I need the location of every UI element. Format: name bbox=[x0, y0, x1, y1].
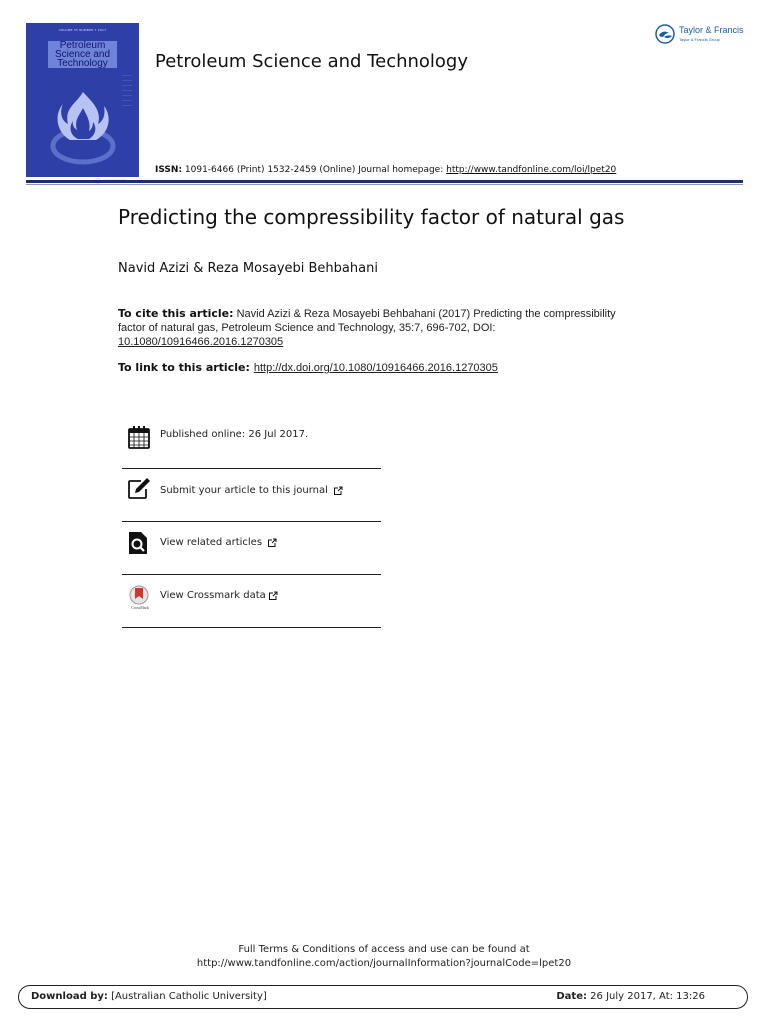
journal-homepage-link[interactable]: http://www.tandfonline.com/loi/lpet20 bbox=[446, 165, 617, 175]
publisher-brand: Taylor & Francis bbox=[679, 25, 744, 35]
related-articles-link[interactable] bbox=[160, 537, 277, 548]
submit-article-label: Submit your article to this journal bbox=[160, 485, 328, 496]
issn-text: 1091-6466 (Print) 1532-2459 (Online) Journal homepage: bbox=[182, 165, 447, 175]
article-doi-link[interactable]: http://dx.doi.org/10.1080/10916466.2016.1270305 bbox=[253, 362, 498, 374]
journal-title: Petroleum Science and Technology bbox=[155, 51, 469, 72]
published-online-date: Published online: 26 Jul 2017. bbox=[160, 429, 309, 440]
issn-line bbox=[155, 165, 616, 175]
download-info-bar bbox=[18, 985, 748, 1009]
header-divider-thin bbox=[26, 184, 743, 185]
cover-topline: VOLUME 35 NUMBER 7 2017 bbox=[58, 28, 107, 32]
crossmark-link[interactable] bbox=[160, 590, 278, 601]
edit-pencil-icon bbox=[127, 477, 151, 501]
item-divider bbox=[122, 627, 381, 628]
download-date-value: 26 July 2017, At: 13:26 bbox=[586, 991, 705, 1002]
download-date-label: Date: bbox=[556, 991, 587, 1002]
terms-line: Full Terms & Conditions of access and use can be found at bbox=[238, 944, 530, 955]
download-by-value: [Australian Catholic University] bbox=[107, 991, 267, 1002]
crossmark-badge-text: CrossMark bbox=[131, 605, 149, 610]
citation-block bbox=[118, 307, 638, 349]
document-search-icon bbox=[127, 531, 151, 555]
terms-link[interactable]: http://www.tandfonline.com/action/journalInformation?journalCode=lpet20 bbox=[196, 958, 572, 969]
cover-title-line: Petroleum bbox=[59, 40, 106, 51]
external-link-icon bbox=[267, 538, 277, 548]
issn-label: ISSN: bbox=[155, 165, 183, 175]
calendar-icon bbox=[127, 425, 151, 449]
terms-and-conditions bbox=[0, 943, 768, 971]
download-by bbox=[31, 991, 267, 1002]
publisher-subtitle: Taylor & Francis Group bbox=[679, 37, 720, 42]
cover-contents: .......... .......... .......... .......... .......... .......... .......... bbox=[122, 73, 132, 107]
citation-label: To cite this article: bbox=[118, 307, 234, 320]
article-title: Predicting the compressibility factor of natural gas bbox=[118, 205, 625, 229]
citation-text: Navid Azizi & Reza Mosayebi Behbahani (2017) Predicting the compressibility factor of natural gas, Petroleum Science and Technology, 35:7, 696-702, DOI: bbox=[118, 308, 616, 334]
item-divider bbox=[122, 468, 381, 469]
item-divider bbox=[122, 574, 381, 575]
download-by-label: Download by: bbox=[31, 991, 108, 1002]
flame-emblem-icon bbox=[46, 80, 122, 166]
external-link-icon bbox=[268, 591, 278, 601]
header-divider bbox=[26, 180, 743, 183]
article-authors: Navid Azizi & Reza Mosayebi Behbahani bbox=[118, 261, 378, 276]
submit-article-link[interactable] bbox=[160, 485, 343, 496]
article-link-line bbox=[118, 361, 498, 374]
citation-doi-link[interactable]: 10.1080/10916466.2016.1270305 bbox=[118, 336, 284, 348]
download-date bbox=[556, 991, 705, 1002]
item-divider bbox=[122, 521, 381, 522]
article-link-label: To link to this article: bbox=[118, 361, 250, 374]
cover-title-line: Science and bbox=[54, 49, 111, 60]
cover-title bbox=[48, 41, 117, 68]
cover-title-line: Technology bbox=[57, 58, 108, 69]
related-articles-label: View related articles bbox=[160, 537, 263, 548]
journal-cover bbox=[26, 23, 139, 177]
crossmark-label: View Crossmark data bbox=[160, 590, 266, 601]
external-link-icon bbox=[333, 486, 343, 496]
